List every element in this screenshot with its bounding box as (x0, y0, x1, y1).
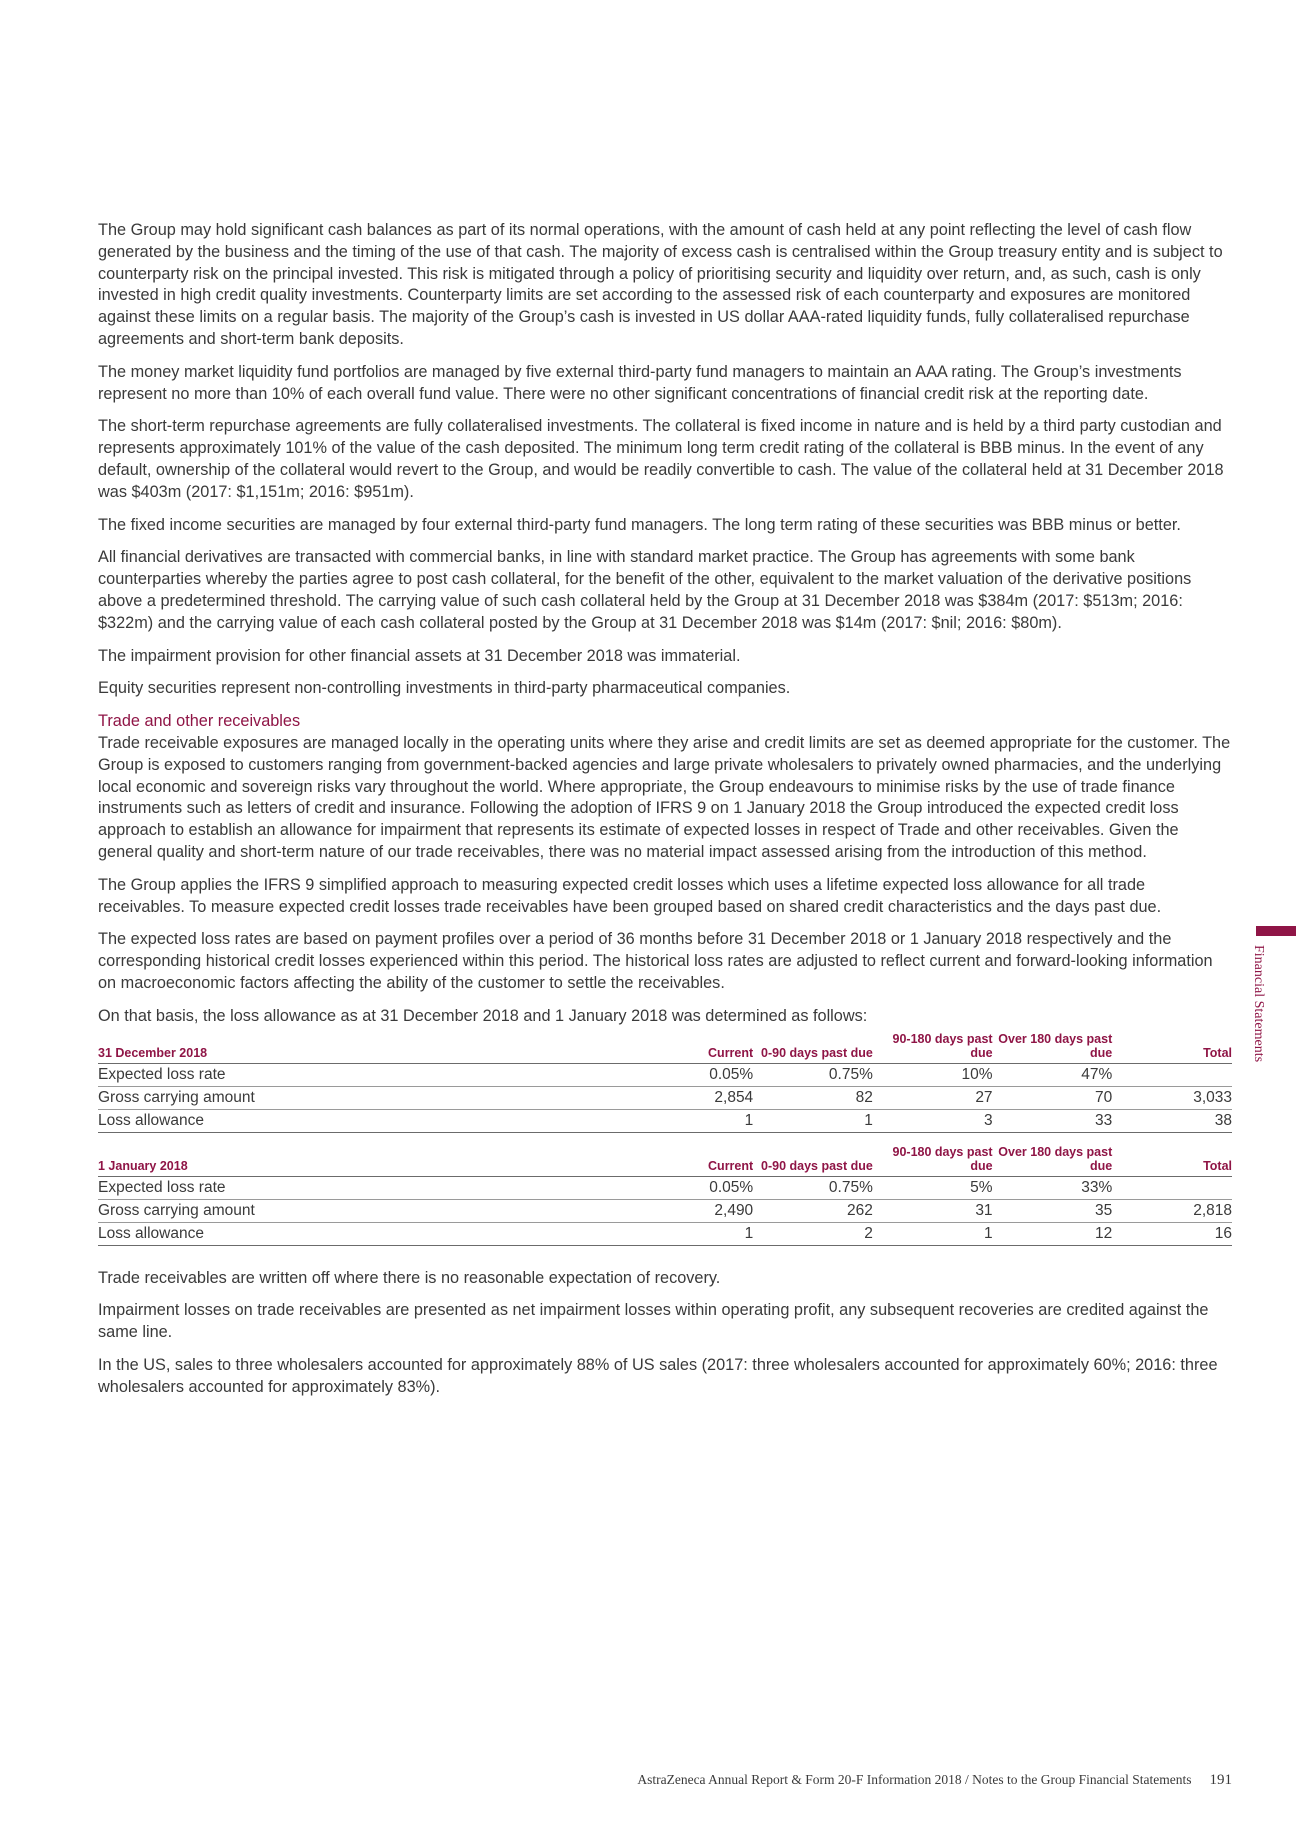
table-header-0-90: 0-90 days past due (753, 1143, 873, 1177)
loss-allowance-table-2018 (98, 1030, 1232, 1133)
cell: 3 (873, 1109, 993, 1132)
row-label: Gross carrying amount (98, 1086, 539, 1109)
cell: 31 (873, 1199, 993, 1222)
section-heading-trade-receivables: Trade and other receivables (98, 712, 301, 731)
section-side-label: Financial Statements (1251, 945, 1266, 1063)
table-row (98, 1109, 1232, 1132)
table-header-current: Current (539, 1030, 753, 1064)
cell: 0.75% (753, 1063, 873, 1086)
paragraph-derivatives: All financial derivatives are transacted with commercial banks, in line with standard market practice. The Group has agreements with some bank counterparties whereby the parties agree to post cash collateral, for the benefit of the other, equivalent to the market valuation of the derivative positions above a predetermined threshold. The carrying value of such cash collateral held by the Group at 31 December 2018 was $384m (2017: $513m; 2016: $322m) and the carrying value of each cash collateral posted by the Group at 31 December 2018 was $14m (2017: $nil; 2016: $80m). (98, 548, 1192, 632)
row-label: Gross carrying amount (98, 1199, 539, 1222)
table-header-current: Current (539, 1143, 753, 1177)
cell: 3,033 (1112, 1086, 1232, 1109)
footer-text: AstraZeneca Annual Report & Form 20-F Information 2018 / Notes to the Group Financial Statements (637, 1772, 1192, 1787)
cell: 16 (1112, 1222, 1232, 1245)
table-row (98, 1086, 1232, 1109)
row-label: Expected loss rate (98, 1063, 539, 1086)
table-row (98, 1063, 1232, 1086)
table-header-period: 31 December 2018 (98, 1030, 539, 1064)
table-header-90-180: 90-180 days past due (873, 1030, 993, 1064)
page-footer (637, 1772, 1232, 1789)
cell: 1 (873, 1222, 993, 1245)
table-header-row (98, 1143, 1232, 1177)
page-number: 191 (1209, 1772, 1232, 1788)
cell: 1 (539, 1109, 753, 1132)
paragraph-loss-rates: The expected loss rates are based on payment profiles over a period of 36 months before 31 December 2018 or 1 January 2018 respectively and the corresponding historical credit losses experienced within this period. The historical loss rates are adjusted to reflect current and forward-looking information on macroeconomic factors affecting the ability of the customer to settle the receivables. (98, 930, 1213, 992)
table-header-period: 1 January 2018 (98, 1143, 539, 1177)
cell: 33 (993, 1109, 1113, 1132)
paragraph-cash-balances: The Group may hold significant cash balances as part of its normal operations, with the amount of cash held at any point reflecting the level of cash flow generated by the business and the timing of the use of that cash. The majority of excess cash is centralised within the Group treasury entity and is subject to counterparty risk on the principal invested. This risk is mitigated through a policy of prioritising security and liquidity over return, and, as such, cash is only invested in high credit quality investments. Counterparty limits are set according to the assessed risk of each counterparty and exposures are monitored against these limits on a regular basis. The majority of the Group’s cash is invested in US dollar AAA-rated liquidity funds, fully collateralised repurchase agreements and short-term bank deposits. (98, 221, 1223, 348)
cell: 38 (1112, 1109, 1232, 1132)
cell (1112, 1176, 1232, 1199)
cell: 0.05% (539, 1176, 753, 1199)
table-row (98, 1222, 1232, 1245)
row-label: Loss allowance (98, 1109, 539, 1132)
table-header-row (98, 1030, 1232, 1064)
cell: 70 (993, 1086, 1113, 1109)
paragraph-money-market-funds: The money market liquidity fund portfolios are managed by five external third-party fund managers to maintain an AAA rating. The Group’s investments represent no more than 10% of each overall fund value. There were no other significant concentrations of financial credit risk at the reporting date. (98, 362, 1182, 403)
cell: 33% (993, 1176, 1113, 1199)
cell: 10% (873, 1063, 993, 1086)
cell: 2,818 (1112, 1199, 1232, 1222)
paragraph-ifrs9-approach: The Group applies the IFRS 9 simplified approach to measuring expected credit losses which uses a lifetime expected loss allowance for all trade receivables. To measure expected credit losses trade receivables have been grouped based on shared credit characteristics and the days past due. (98, 875, 1162, 916)
table-header-0-90: 0-90 days past due (753, 1030, 873, 1064)
loss-allowance-table-jan-2018 (98, 1143, 1232, 1246)
row-label: Loss allowance (98, 1222, 539, 1245)
cell: 27 (873, 1086, 993, 1109)
cell: 2,490 (539, 1199, 753, 1222)
table-row (98, 1176, 1232, 1199)
cell: 5% (873, 1176, 993, 1199)
table-header-total: Total (1112, 1143, 1232, 1177)
paragraph-us-wholesalers: In the US, sales to three wholesalers accounted for approximately 88% of US sales (2017: three wholesalers accounted for approximately 60%; 2016: three wholesalers accounted for approximately 83%). (98, 1355, 1218, 1396)
paragraph-trade-exposures: Trade receivable exposures are managed locally in the operating units where they arise and credit limits are set as deemed appropriate for the customer. The Group is exposed to customers ranging from government-backed agencies and large private wholesalers to privately owned pharmacies, and the underlying local economic and sovereign risks vary throughout the world. Where appropriate, the Group endeavours to minimise risks by the use of trade finance instruments such as letters of credit and insurance. Following the adoption of IFRS 9 on 1 January 2018 the Group introduced the expected credit loss approach to establish an allowance for impairment that represents its estimate of expected losses in respect of Trade and other receivables. Given the general quality and short-term nature of our trade receivables, there was no material impact assessed arising from the introduction of this method. (98, 733, 1231, 861)
paragraph-impairment-provision: The impairment provision for other financial assets at 31 December 2018 was immaterial. (98, 646, 741, 665)
cell: 1 (539, 1222, 753, 1245)
cell: 2 (753, 1222, 873, 1245)
paragraph-repurchase-agreements: The short-term repurchase agreements are fully collateralised investments. The collateral is fixed income in nature and is held by a third party custodian and represents approximately 101% of the value of the cash deposited. The minimum long term credit rating of the collateral is BBB minus. In the event of any default, ownership of the collateral would revert to the Group, and would be readily convertible to cash. The value of the collateral held at 31 December 2018 was $403m (2017: $1,151m; 2016: $951m). (98, 417, 1224, 501)
table-row (98, 1199, 1232, 1222)
table-header-total: Total (1112, 1030, 1232, 1064)
section-tab-marker (1256, 926, 1296, 936)
cell: 2,854 (539, 1086, 753, 1109)
page-content (98, 220, 1232, 1409)
table-header-over-180: Over 180 days past due (993, 1030, 1113, 1064)
cell (1112, 1063, 1232, 1086)
paragraph-write-off: Trade receivables are written off where there is no reasonable expectation of recovery. (98, 1268, 721, 1287)
cell: 1 (753, 1109, 873, 1132)
cell: 0.05% (539, 1063, 753, 1086)
cell: 35 (993, 1199, 1113, 1222)
paragraph-impairment-losses: Impairment losses on trade receivables are presented as net impairment losses within operating profit, any subsequent recoveries are credited against the same line. (98, 1301, 1209, 1342)
row-label: Expected loss rate (98, 1176, 539, 1199)
paragraph-table-intro: On that basis, the loss allowance as at 31 December 2018 and 1 January 2018 was determined as follows: (98, 1006, 868, 1025)
paragraph-fixed-income: The fixed income securities are managed by four external third-party fund managers. The long term rating of these securities was BBB minus or better. (98, 515, 1181, 534)
paragraph-equity-securities: Equity securities represent non-controlling investments in third-party pharmaceutical companies. (98, 679, 791, 698)
cell: 47% (993, 1063, 1113, 1086)
cell: 0.75% (753, 1176, 873, 1199)
table-header-90-180: 90-180 days past due (873, 1143, 993, 1177)
cell: 12 (993, 1222, 1113, 1245)
table-header-over-180: Over 180 days past due (993, 1143, 1113, 1177)
cell: 262 (753, 1199, 873, 1222)
cell: 82 (753, 1086, 873, 1109)
